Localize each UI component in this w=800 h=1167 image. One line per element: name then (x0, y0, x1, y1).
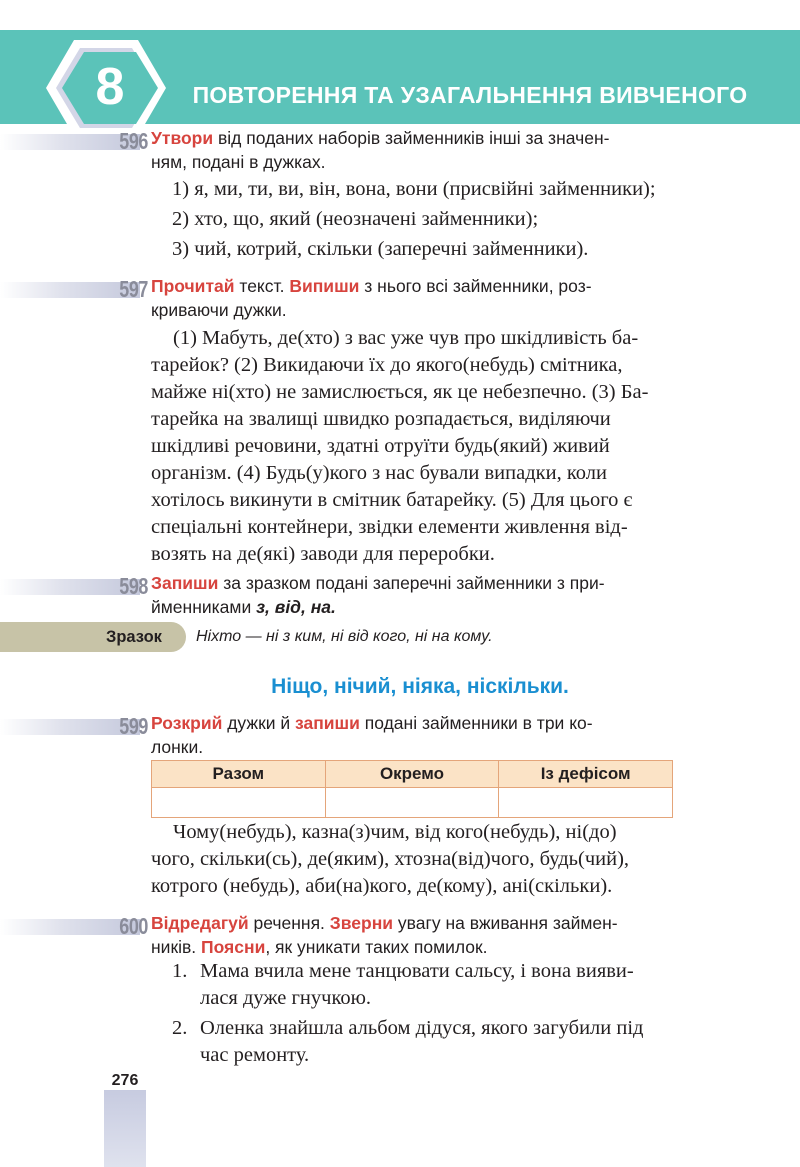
exercise-599-task (151, 711, 711, 759)
task-verb: Прочитай (151, 276, 235, 296)
task-text: текст. (234, 276, 290, 296)
table-header: Разом (152, 761, 326, 788)
text-line: чого, скільки(сь), де(яким), хтозна(від)чого, будь(чий), (151, 848, 630, 870)
task-text: подані займенники в три ко- (359, 713, 593, 733)
task-text: з нього всі займенники, роз- (359, 276, 592, 296)
text-line: тарейка на звалищі швидко розпадається, виділяючи (151, 408, 611, 430)
text-line: організм. (4) Будь(у)кого з нас бували випадки, коли (151, 462, 607, 484)
exercise-600-task (151, 911, 711, 959)
text-line: шкідливі речовини, здатні отруїти будь(який) живий (151, 435, 610, 457)
task-verb: Відредагуй (151, 913, 249, 933)
table-row (152, 788, 673, 818)
exercise-599-text (151, 819, 711, 900)
task-verb: запиши (295, 713, 360, 733)
answer-table (151, 760, 673, 818)
text-line: майже ні(хто) не замислюється, як це небезпечно. (3) Ба- (151, 381, 649, 403)
table-header-row (152, 761, 673, 788)
preposition-list: з, від, на (256, 597, 332, 617)
list-item: Мама вчила мене танцювати сальсу, і вона вияви- (200, 960, 634, 982)
table-header: Із дефісом (499, 761, 673, 788)
chapter-number: 8 (95, 58, 125, 116)
page-number: 276 (111, 1072, 139, 1089)
text-line: тарейок? (2) Викидаючи їх до якого(небудь) смітника, (151, 354, 623, 376)
task-text: ників. (151, 937, 202, 957)
exercise-number: 599 (119, 713, 148, 739)
page-gutter (104, 1090, 146, 1167)
exercise-597-task (151, 274, 711, 322)
task-text: за зразком подані заперечні займенники з при- (218, 573, 605, 593)
list-item: 2) хто, що, який (неозначені займенники); (172, 208, 539, 230)
text-line: котрого (небудь), аби(на)кого, де(кому), ані(скільки). (151, 875, 613, 897)
task-verb: Утвори (151, 128, 214, 148)
table-cell (325, 788, 499, 818)
exercise-number: 596 (119, 128, 148, 154)
exercise-596-task (151, 126, 711, 174)
table-cell (152, 788, 326, 818)
chapter-badge (40, 36, 170, 140)
sample-text: Ніхто — ні з ким, ні від кого, ні на кому. (196, 628, 493, 645)
task-text: йменниками (151, 597, 257, 617)
list-item-number: 1. (172, 960, 188, 982)
word-list: Ніщо, нічий, ніяка, ніскільки. (271, 675, 569, 698)
text-line: хотілось викинути в смітник батарейку. (5) Для цього є (151, 489, 633, 511)
exercise-598-task (151, 571, 711, 619)
table-header: Окремо (325, 761, 499, 788)
list-item: 1) я, ми, ти, ви, він, вона, вони (присвійні займенники); (172, 178, 656, 200)
list-item-number: 2. (172, 1017, 188, 1039)
task-text: речення. (248, 913, 330, 933)
task-text: ням, подані в дужках. (151, 152, 326, 172)
text-line: возять на де(які) заводи для переробки. (151, 543, 495, 565)
text-line: (1) Мабуть, де(хто) з вас уже чув про шкідливість ба- (173, 327, 639, 349)
list-item: час ремонту. (200, 1044, 310, 1066)
exercise-number: 597 (119, 276, 148, 302)
table-cell (499, 788, 673, 818)
text-line: спеціальні контейнери, звідки елементи живлення від- (151, 516, 628, 538)
task-verb: Зверни (329, 913, 394, 933)
task-text: від поданих наборів займенників інші за значен- (213, 128, 610, 148)
exercise-597-text (151, 325, 741, 568)
exercise-number: 600 (119, 913, 148, 939)
list-item: лася дуже гнучкою. (200, 987, 372, 1009)
exercise-number: 598 (119, 573, 148, 599)
chapter-title: ПОВТОРЕННЯ ТА УЗАГАЛЬНЕННЯ ВИВЧЕНОГО (192, 82, 748, 108)
list-item: Оленка знайшла альбом дідуся, якого загубили під (200, 1017, 644, 1039)
task-verb: Поясни (201, 937, 266, 957)
task-verb: Розкрий (151, 713, 223, 733)
task-text: лонки. (151, 737, 204, 757)
task-text: дужки й (222, 713, 296, 733)
task-verb: Випиши (289, 276, 360, 296)
task-text: криваючи дужки. (151, 300, 287, 320)
text-line: Чому(небудь), казна(з)чим, від кого(небудь), ні(до) (173, 821, 617, 843)
task-text: , як уникати таких помилок. (265, 937, 488, 957)
task-text: . (331, 597, 336, 617)
task-text: увагу на вживання займен- (393, 913, 618, 933)
list-item: 3) чий, котрий, скільки (заперечні займенники). (172, 238, 589, 260)
task-verb: Запиши (151, 573, 219, 593)
sample-label: Зразок (106, 628, 162, 646)
